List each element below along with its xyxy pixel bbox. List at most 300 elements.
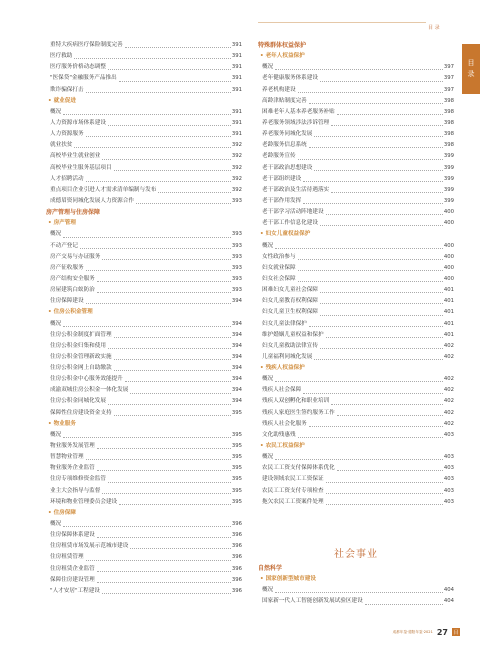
toc-entry-title: 概况 (262, 376, 274, 383)
toc-entry-page: 393 (231, 242, 242, 249)
header-label: 目 录 (428, 25, 440, 31)
toc-entry-page: 395 (231, 487, 242, 494)
toc-entry[interactable] (258, 474, 454, 485)
toc-entry-page: 402 (443, 409, 454, 416)
toc-entry-title: 概况 (50, 431, 62, 438)
toc-entry-page: 397 (443, 64, 454, 71)
toc-entry-page: 401 (443, 287, 454, 294)
side-tab[interactable] (462, 44, 480, 94)
toc-entry-page: 394 (231, 353, 242, 360)
toc-entry[interactable] (258, 252, 454, 263)
toc-entry-title: "医保贷"金融服务产品推出 (50, 75, 117, 82)
toc-entry[interactable] (46, 51, 242, 62)
toc-entry-page: 395 (231, 409, 242, 416)
side-tab-char-2: 录 (467, 70, 475, 78)
toc-entry[interactable] (258, 497, 454, 508)
toc-entry-title: 环境和物业管理委员会建设 (50, 498, 118, 505)
dot-leader (86, 270, 231, 271)
dot-leader (130, 393, 231, 394)
toc-entry-title: 成渝双城住房公积金一体化发展 (50, 387, 129, 394)
toc-entry[interactable] (46, 85, 242, 96)
toc-subsection-heading (258, 51, 454, 62)
toc-entry-title: 妇女儿童卫生权利保障 (262, 309, 318, 316)
footer (300, 627, 460, 637)
toc-entry-title: 老干部组织建设 (262, 175, 302, 182)
toc-entry-title: 保障性住房建设资金支持 (50, 409, 112, 416)
toc-entry-title: 不动产登记 (50, 242, 78, 249)
toc-entry-page: 392 (231, 164, 242, 171)
toc-entry-title: 农民工权益保护 (265, 443, 305, 450)
dot-leader (337, 114, 443, 115)
toc-entry-page: 393 (231, 197, 242, 204)
toc-entry[interactable] (46, 151, 242, 162)
toc-entry[interactable] (258, 397, 454, 408)
dot-leader (86, 560, 231, 561)
side-tab-char-1: 目 (467, 59, 475, 67)
toc-entry-page: 400 (443, 220, 454, 227)
dot-leader (309, 103, 443, 104)
toc-entry[interactable] (258, 296, 454, 307)
toc-entry-title: 老干部作用发挥 (262, 197, 302, 204)
dot-leader (74, 147, 230, 148)
toc-entry[interactable] (258, 352, 454, 363)
toc-entry-title: 女性政治参与 (262, 253, 296, 260)
dot-leader (102, 493, 231, 494)
toc-entry[interactable] (46, 73, 242, 84)
toc-entry[interactable] (46, 196, 242, 207)
toc-entry[interactable] (46, 107, 242, 118)
footer-book-title: 成都年鉴·德阳年鉴·2021 (392, 629, 433, 634)
dot-leader (108, 404, 231, 405)
bullet-icon: • (260, 443, 264, 450)
dot-leader (97, 448, 231, 449)
toc-entry[interactable] (258, 163, 454, 174)
toc-entry-page: 394 (231, 387, 242, 394)
toc-entry-title: 拖欠农民工工资案件处理 (262, 498, 324, 505)
toc-entry-page: 392 (231, 142, 242, 149)
toc-entry-title: 文化助残惠残 (262, 431, 296, 438)
toc-entry[interactable] (46, 463, 242, 474)
toc-entry[interactable] (258, 274, 454, 285)
toc-entry-title: 医疗服务价格动态调整 (50, 64, 106, 71)
toc-entry[interactable] (46, 530, 242, 541)
toc-entry[interactable] (258, 96, 454, 107)
toc-entry-page: 391 (231, 108, 242, 115)
toc-entry-page: 399 (443, 197, 454, 204)
dot-leader (108, 482, 231, 483)
dot-leader (331, 404, 443, 405)
toc-subsection-heading (258, 363, 454, 374)
toc-entry-page: 394 (231, 298, 242, 305)
toc-entry[interactable] (46, 374, 242, 385)
dot-leader (86, 92, 231, 93)
toc-entry-page: 392 (231, 186, 242, 193)
toc-entry-title: 困难妇女儿童社会保障 (262, 287, 318, 294)
toc-entry-page: 397 (443, 86, 454, 93)
toc-entry[interactable] (258, 585, 454, 596)
toc-entry-page: 395 (231, 476, 242, 483)
toc-entry[interactable] (46, 118, 242, 129)
toc-entry-page: 395 (231, 465, 242, 472)
toc-entry-page: 402 (443, 342, 454, 349)
toc-entry-title: 房产征收服务 (50, 264, 84, 271)
toc-entry[interactable] (46, 40, 242, 51)
toc-entry-page: 395 (231, 498, 242, 505)
toc-entry[interactable] (46, 586, 242, 597)
toc-entry-title: 困难老年人基本养老服务补贴 (262, 108, 335, 115)
toc-entry-title: 老龄服务宣传 (262, 153, 296, 160)
toc-entry[interactable] (46, 285, 242, 296)
toc-entry-page: 394 (231, 376, 242, 383)
toc-entry-page: 403 (443, 431, 454, 438)
dot-leader (119, 81, 231, 82)
toc-entry-page: 397 (443, 75, 454, 82)
toc-entry[interactable] (46, 385, 242, 396)
toc-entry-title: 妇女就业保障 (262, 264, 296, 271)
toc-entry-page: 403 (443, 454, 454, 461)
toc-entry-title: 妇女社会保障 (262, 275, 296, 282)
toc-entry-title: 老干部工作信息化建设 (262, 220, 318, 227)
toc-entry-title: 概况 (50, 521, 62, 528)
toc-entry-page: 394 (231, 342, 242, 349)
dot-leader (108, 348, 231, 349)
toc-subsection-heading (258, 574, 454, 585)
toc-entry-page: 402 (443, 398, 454, 405)
toc-entry[interactable] (46, 296, 242, 307)
toc-entry-page: 396 (231, 521, 242, 528)
toc-entry-title: 老龄服务信息系统 (262, 142, 307, 149)
toc-entry-title: 高校毕业生服务基层项目 (50, 164, 112, 171)
toc-entry-title: 房产结构安全服务 (50, 275, 95, 282)
toc-entry-title: 物业服务发展管理 (50, 443, 95, 450)
dot-leader (63, 237, 231, 238)
toc-entry[interactable] (258, 174, 454, 185)
toc-entry[interactable] (258, 218, 454, 229)
toc-entry[interactable] (46, 341, 242, 352)
dot-leader (326, 504, 443, 505)
toc-entry-page: 391 (231, 86, 242, 93)
toc-entry-page: 402 (443, 353, 454, 360)
toc-entry[interactable] (46, 486, 242, 497)
toc-entry[interactable] (258, 385, 454, 396)
toc-entry-title: 物业服务 (53, 420, 76, 427)
toc-entry-page: 395 (231, 431, 242, 438)
toc-entry[interactable] (258, 85, 454, 96)
toc-subsection-heading (46, 508, 242, 519)
toc-entry-page: 396 (231, 587, 242, 594)
toc-entry-title: 住房公积金网上自助缴款 (50, 365, 112, 372)
dot-leader (97, 582, 231, 583)
bullet-icon: • (48, 220, 52, 227)
toc-entry[interactable] (258, 62, 454, 73)
bullet-icon: • (260, 231, 264, 238)
toc-entry[interactable] (46, 263, 242, 274)
toc-entry-title: 妇女儿童法律保护 (262, 320, 307, 327)
page-number: 27 (436, 627, 448, 637)
toc-entry[interactable] (258, 140, 454, 151)
dot-leader (102, 593, 231, 594)
toc-entry[interactable] (258, 107, 454, 118)
dot-leader (119, 504, 231, 505)
toc-entry-title: 儿童福利同城化发展 (262, 353, 313, 360)
toc-entry-title: 智慧物业管理 (50, 454, 84, 461)
toc-entry-title: 人力资源服务 (50, 131, 84, 138)
toc-entry-title: 概况 (262, 587, 274, 594)
bullet-icon: • (48, 509, 52, 516)
toc-entry-title: 养老服务领域涉法涉诉管理 (262, 119, 330, 126)
dot-leader (309, 426, 443, 427)
toc-entry[interactable] (46, 140, 242, 151)
toc-entry-title: 保障住房建设管理 (50, 576, 95, 583)
toc-entry-page: 403 (443, 498, 454, 505)
dot-leader (86, 136, 231, 137)
toc-entry-title: 老年健康服务体系建设 (262, 75, 318, 82)
toc-subsection-heading (46, 307, 242, 318)
toc-entry-page: 402 (443, 420, 454, 427)
toc-entry-page: 391 (231, 53, 242, 60)
toc-entry[interactable] (46, 274, 242, 285)
toc-entry[interactable] (258, 341, 454, 352)
toc-entry-title: 维护婚姻儿童权益和保护 (262, 331, 324, 338)
dot-leader (114, 415, 231, 416)
toc-entry-title: 妇女儿童救助法律宣传 (262, 342, 318, 349)
toc-entry-title: 重特大疾病医疗保险制度完善 (50, 41, 123, 48)
toc-entry-title: 住房保障 (53, 509, 76, 516)
toc-entry[interactable] (258, 263, 454, 274)
dot-leader (320, 315, 443, 316)
dot-leader (314, 359, 443, 360)
dot-leader (275, 248, 443, 249)
toc-entry[interactable] (46, 163, 242, 174)
dot-leader (86, 303, 231, 304)
toc-entry[interactable] (258, 307, 454, 318)
toc-entry-title: 自然科学 (258, 564, 283, 572)
dot-leader (275, 592, 443, 593)
toc-entry-title: 高龄津贴制度完善 (262, 97, 307, 104)
toc-entry-title: 概况 (50, 108, 62, 115)
toc-entry-title: 住房租赁企业监管 (50, 565, 95, 572)
toc-entry[interactable] (258, 207, 454, 218)
toc-entry-page: 395 (231, 443, 242, 450)
toc-entry[interactable] (258, 486, 454, 497)
dot-leader (365, 604, 443, 605)
dot-leader (130, 548, 231, 549)
dot-leader (97, 537, 231, 538)
toc-entry-page: 404 (443, 587, 454, 594)
toc-entry-page: 391 (231, 64, 242, 71)
dot-leader (298, 92, 443, 93)
toc-entry-page: 401 (443, 320, 454, 327)
dot-leader (63, 437, 231, 438)
toc-entry-page: 398 (443, 142, 454, 149)
toc-entry-page: 394 (231, 398, 242, 405)
toc-entry-title: 概况 (50, 320, 62, 327)
dot-leader (97, 281, 231, 282)
toc-entry-page: 401 (443, 298, 454, 305)
toc-entry[interactable] (46, 352, 242, 363)
toc-entry-page: 393 (231, 253, 242, 260)
toc-entry-page: 396 (231, 554, 242, 561)
toc-entry[interactable] (46, 430, 242, 441)
dot-leader (63, 326, 231, 327)
header-rule (258, 22, 426, 33)
toc-subsection-heading (46, 419, 242, 430)
toc-entry-page: 391 (231, 41, 242, 48)
toc-entry[interactable] (46, 575, 242, 586)
toc-entry-title: 残疾人家庭医生签约服务工作 (262, 409, 335, 416)
toc-entry[interactable] (258, 73, 454, 84)
dot-leader (303, 393, 443, 394)
toc-entry-title: 住房公积金中心服务效能提升 (50, 376, 123, 383)
toc-entry-title: 农民工工资支付保障体系优化 (262, 465, 335, 472)
dot-leader (125, 47, 231, 48)
toc-entry[interactable] (258, 374, 454, 385)
toc-entry[interactable] (46, 252, 242, 263)
toc-entry-title: 住房租赁管理 (50, 554, 84, 561)
dot-leader (337, 415, 443, 416)
toc-entry[interactable] (46, 185, 242, 196)
toc-entry-page: 399 (443, 153, 454, 160)
dot-leader (314, 136, 443, 137)
dot-leader (320, 292, 443, 293)
toc-entry[interactable] (258, 596, 454, 607)
toc-right-column (258, 40, 454, 508)
toc-entry-page: 393 (231, 264, 242, 271)
dot-leader (114, 359, 231, 360)
toc-entry[interactable] (258, 151, 454, 162)
toc-entry-page: 401 (443, 309, 454, 316)
toc-entry-page: 398 (443, 119, 454, 126)
dot-leader (326, 482, 443, 483)
toc-entry-page: 404 (443, 598, 454, 605)
toc-entry-title: 妇女儿童教育权利保障 (262, 298, 318, 305)
toc-entry[interactable] (46, 452, 242, 463)
toc-entry-title: 特殊群体权益保护 (258, 41, 307, 49)
dot-leader (136, 203, 231, 204)
toc-entry-title: 房产管理 (53, 220, 76, 227)
toc-entry[interactable] (258, 463, 454, 474)
dot-leader (298, 259, 443, 260)
dot-leader (102, 159, 231, 160)
dot-leader (298, 437, 443, 438)
toc-entry[interactable] (46, 319, 242, 330)
toc-entry[interactable] (258, 330, 454, 341)
toc-left-column (46, 40, 242, 597)
toc-entry-page: 402 (443, 387, 454, 394)
toc-entry[interactable] (258, 430, 454, 441)
dot-leader (326, 337, 443, 338)
toc-entry[interactable] (46, 519, 242, 530)
toc-entry[interactable] (46, 564, 242, 575)
toc-entry-title: 医疗救助 (50, 53, 73, 60)
toc-entry-title: 住房公积金同城化发展 (50, 398, 106, 405)
toc-entry-title: 老干部政治及生活待遇落实 (262, 186, 330, 193)
toc-entry-page: 402 (443, 376, 454, 383)
toc-entry[interactable] (46, 397, 242, 408)
toc-entry-page: 396 (231, 543, 242, 550)
toc-entry[interactable] (46, 497, 242, 508)
toc-entry-title: 住房公积金管理 (53, 309, 93, 316)
toc-entry-title: 住房保障体系建设 (50, 532, 95, 539)
toc-entry-page: 392 (231, 153, 242, 160)
toc-entry-page: 394 (231, 365, 242, 372)
toc-entry[interactable] (258, 452, 454, 463)
toc-entry[interactable] (46, 363, 242, 374)
toc-entry-title: 成德眉资同城化发展人力资源合作 (50, 197, 134, 204)
toc-entry[interactable] (258, 319, 454, 330)
toc-entry-page: 396 (231, 576, 242, 583)
toc-entry-title: 概况 (262, 242, 274, 249)
toc-entry[interactable] (258, 129, 454, 140)
toc-entry-page: 398 (443, 97, 454, 104)
toc-entry[interactable] (46, 541, 242, 552)
toc-entry[interactable] (258, 196, 454, 207)
toc-entry[interactable] (46, 174, 242, 185)
toc-entry-page: 394 (231, 331, 242, 338)
toc-entry-title: 房屋建筑白蚁防治 (50, 287, 95, 294)
toc-entry-title: 概况 (50, 231, 62, 238)
toc-entry[interactable] (46, 129, 242, 140)
toc-entry-title: 房产管理与住房保障 (46, 209, 101, 217)
toc-entry[interactable] (258, 408, 454, 419)
dot-leader (320, 348, 443, 349)
toc-entry-title: 人才招聘活动 (50, 175, 84, 182)
toc-entry-title: 老干部学习活动阵地建设 (262, 209, 324, 216)
toc-entry[interactable] (46, 408, 242, 419)
toc-entry-page: 401 (443, 331, 454, 338)
toc-entry[interactable] (46, 441, 242, 452)
dot-leader (114, 370, 231, 371)
toc-entry[interactable] (46, 62, 242, 73)
toc-entry-page: 398 (443, 108, 454, 115)
dot-leader (298, 159, 443, 160)
toc-entry[interactable] (46, 241, 242, 252)
toc-entry-page: 400 (443, 253, 454, 260)
toc-entry-page: 400 (443, 209, 454, 216)
toc-entry-page: 403 (443, 465, 454, 472)
toc-entry-title: 概况 (262, 454, 274, 461)
toc-entry-title: 物业服务企业监管 (50, 465, 95, 472)
dot-leader (337, 470, 443, 471)
toc-entry[interactable] (258, 241, 454, 252)
toc-entry[interactable] (46, 229, 242, 240)
bullet-icon: • (48, 420, 52, 427)
dot-leader (102, 259, 231, 260)
toc-entry-page: 399 (443, 186, 454, 193)
dot-leader (74, 58, 230, 59)
toc-entry[interactable] (258, 118, 454, 129)
toc-subsection-heading (258, 441, 454, 452)
toc-right-bottom (258, 563, 454, 608)
dot-leader (114, 170, 231, 171)
toc-entry-title: 住房公积金管理新政实施 (50, 353, 112, 360)
toc-entry-page: 391 (231, 75, 242, 82)
toc-entry-title: 国家新一代人工智能创新发展试验区建设 (262, 598, 363, 605)
toc-entry[interactable] (46, 552, 242, 563)
toc-entry[interactable] (46, 330, 242, 341)
toc-entry[interactable] (258, 185, 454, 196)
dot-leader (275, 459, 443, 460)
toc-section-heading (46, 207, 242, 218)
bullet-icon: • (48, 97, 52, 104)
toc-entry[interactable] (258, 419, 454, 430)
dot-leader (320, 81, 443, 82)
toc-entry[interactable] (46, 474, 242, 485)
toc-entry[interactable] (258, 285, 454, 296)
toc-entry-page: 391 (231, 131, 242, 138)
dot-leader (275, 381, 443, 382)
dot-leader (303, 181, 443, 182)
